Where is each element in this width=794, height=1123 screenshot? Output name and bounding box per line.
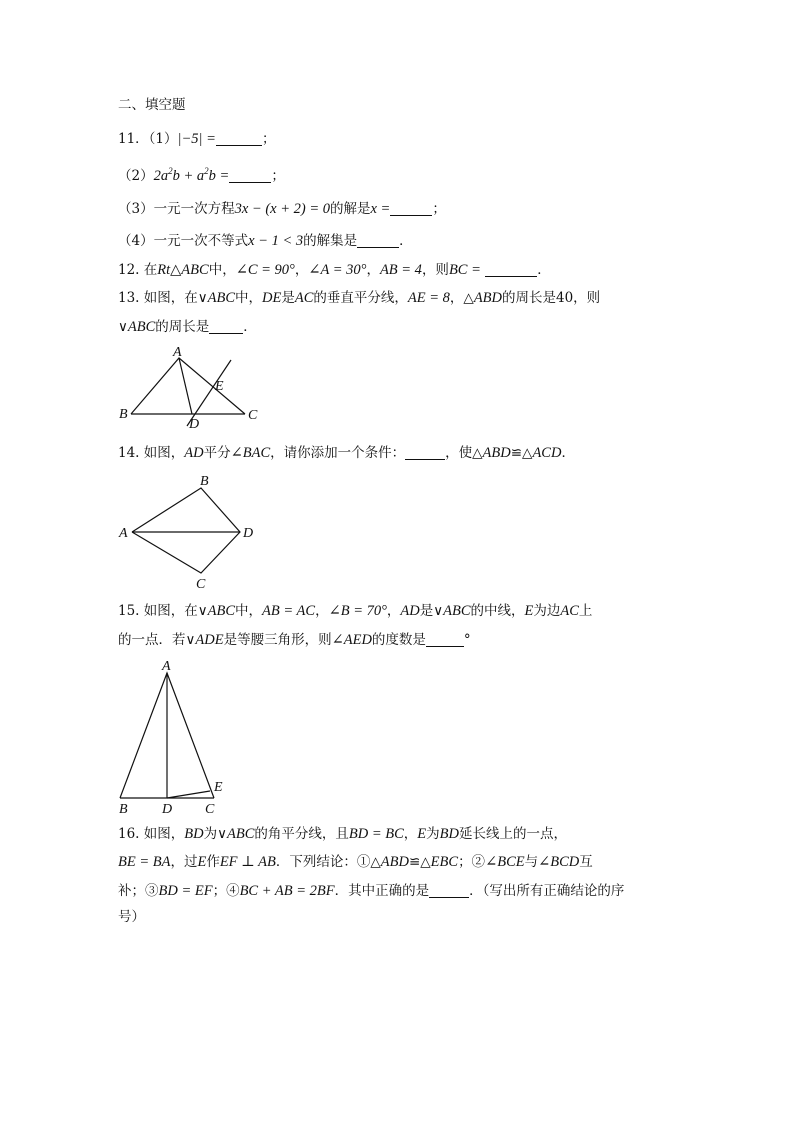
q11-line2: $(2)2a^2b + a^2b$ = ；	[118, 166, 285, 184]
q13-label-e: E	[215, 379, 224, 394]
q15-label-b: B	[119, 802, 128, 817]
q13-label-c: C	[248, 408, 258, 423]
q11-inequality: x − 1 < 3	[248, 233, 304, 249]
q15-line2: 的一点．若∨ADE是等腰三角形，则∠AED的度数是 °	[118, 632, 471, 648]
q13-label-b: B	[119, 407, 128, 422]
q11-line1: 11．（1）|−5| = ；	[118, 131, 276, 147]
q13-figure	[115, 340, 275, 430]
q11-poly-expression: $2a^2b + a^2b$ =	[153, 166, 230, 184]
q14-label-a: A	[119, 526, 128, 541]
q15-segment-de	[167, 791, 210, 798]
q11-blank-1[interactable]	[216, 131, 262, 146]
q13-blank[interactable]	[209, 319, 243, 334]
q14-figure	[115, 470, 265, 595]
q11-number: 11．（1）	[118, 131, 178, 147]
q15-label-d: D	[162, 802, 173, 817]
q15-label-a: A	[162, 659, 171, 674]
q11-equation: 3x − (x + 2) = 0	[234, 201, 330, 217]
q16-line1: 16. 如图，BD为∨ABC的角平分线，且BD = BC，E为BD延长线上的一点，	[118, 826, 567, 842]
q14-label-d: D	[243, 526, 254, 541]
q16-blank[interactable]	[429, 883, 469, 898]
q13-label-d: D	[189, 417, 200, 432]
q16-line2: BE = BA，过E作EF ⊥ AB．下列结论：①△ABD≌△EBC；②∠BCE与∠BCD互	[118, 854, 593, 870]
q11-abs-expression: |−5| =	[177, 131, 216, 147]
q15-blank[interactable]	[426, 632, 464, 647]
q14-label-b: B	[200, 474, 209, 489]
q15-label-e: E	[214, 780, 223, 795]
q11-blank-4[interactable]	[357, 233, 399, 248]
section-title: 二、填空题	[118, 97, 186, 113]
q13-segment-ad	[179, 358, 192, 414]
q14-blank[interactable]	[405, 445, 445, 460]
q16-line3: 补；③BD = EF；④BC + AB = 2BF．其中正确的是 ．（写出所有正确结论的序	[118, 883, 625, 899]
q11-line3: （3）一元一次方程3x − (x + 2) = 0的解是x = ；	[118, 201, 446, 217]
q13-triangle-sides	[131, 358, 245, 414]
q14-label-c: C	[196, 577, 206, 592]
q13-line1: 13. 如图，在∨ABC中，DE是AC的垂直平分线，AE = 8，△ABD的周长是40，则	[118, 290, 601, 306]
q12-blank[interactable]	[485, 262, 537, 277]
q15-label-c: C	[205, 802, 215, 817]
q15-line1: 15. 如图，在∨ABC中，AB = AC，∠B = 70°，AD是∨ABC的中线，E为边AC上	[118, 603, 593, 619]
q11-blank-3[interactable]	[390, 201, 432, 216]
q16-line4: 号）	[118, 909, 145, 925]
q14-quadrilateral	[132, 488, 240, 573]
q13-label-a: A	[173, 345, 182, 360]
q14-line: 14. 如图，AD平分∠BAC，请你添加一个条件： ，使△ABD≌△ACD．	[118, 445, 575, 461]
q13-line2: ∨ABC的周长是 ．	[118, 319, 257, 335]
q15-figure	[115, 655, 245, 820]
q12-line: 12. 在Rt△ABC中，∠C = 90°，∠A = 30°，AB = 4，则BC = ．	[118, 262, 551, 278]
q11-line4: （4）一元一次不等式x − 1 < 3的解集是 ．	[118, 233, 413, 249]
q11-blank-2[interactable]	[229, 168, 271, 183]
